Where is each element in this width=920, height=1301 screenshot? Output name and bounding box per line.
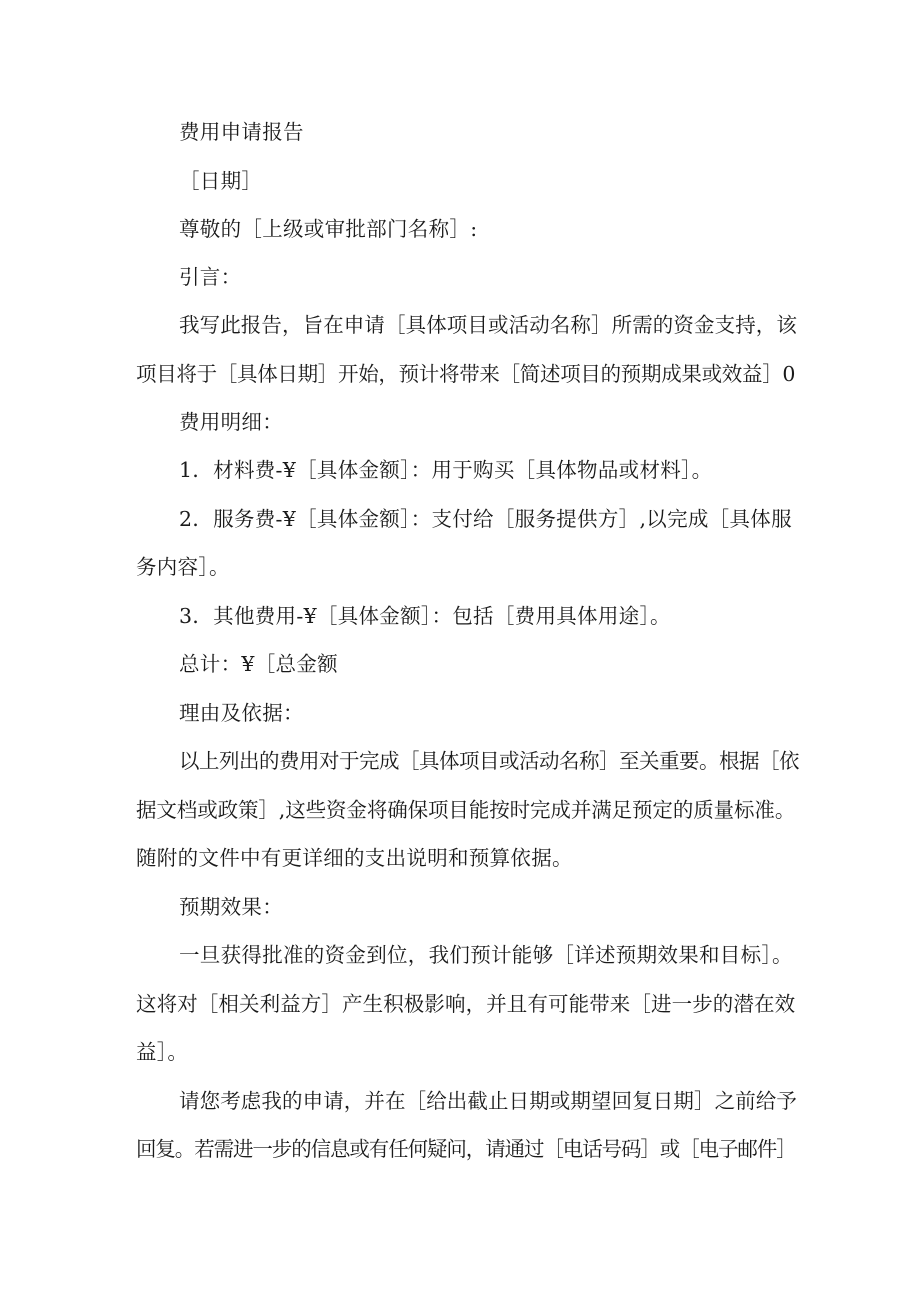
expense-item-3: 3．其他费用-¥［具体金额］：包括［费用具体用途］。	[179, 604, 671, 628]
closing-paragraph-line-2: 回复。若需进一步的信息或有任何疑问，请通过［电话号码］或［电子邮件］	[136, 1137, 796, 1161]
expense-item-1: 1．材料费-¥［具体金额］：用于购买［具体物品或材料］。	[179, 458, 713, 482]
date-placeholder: ［日期］	[179, 169, 263, 193]
expense-item-2-line-2: 务内容］。	[136, 555, 230, 579]
reason-paragraph-line-3: 随附的文件中有更详细的支出说明和预算依据。	[136, 846, 573, 870]
intro-heading: 引言：	[179, 265, 242, 289]
effect-paragraph-line-1: 一旦获得批准的资金到位，我们预计能够［详述预期效果和目标］。	[179, 943, 793, 967]
expense-item-2-line-1: 2．服务费-¥［具体金额］：支付给［服务提供方］,以完成［具体服	[179, 507, 792, 531]
effect-paragraph-line-3: 益］。	[136, 1040, 189, 1064]
effect-heading: 预期效果：	[179, 895, 283, 919]
salutation: 尊敬的［上级或审批部门名称］:	[179, 217, 478, 241]
reason-heading: 理由及依据：	[179, 701, 304, 725]
effect-paragraph-line-2: 这将对［相关利益方］产生积极影响，并且有可能带来［进一步的潜在效	[136, 992, 796, 1016]
document-title: 费用申请报告	[179, 120, 304, 144]
closing-paragraph-line-1: 请您考虑我的申请，并在［给出截止日期或期望回复日期］之前给予	[179, 1089, 797, 1113]
intro-paragraph-line-1: 我写此报告，旨在申请［具体项目或活动名称］所需的资金支持，该	[179, 313, 797, 337]
details-heading: 费用明细：	[179, 410, 283, 434]
intro-paragraph-line-2: 项目将于［具体日期］开始，预计将带来［简述项目的预期成果或效益］0	[136, 362, 796, 386]
reason-paragraph-line-2: 据文档或政策］,这些资金将确保项目能按时完成并满足预定的质量标准。	[136, 798, 796, 822]
reason-paragraph-line-1: 以上列出的费用对于完成［具体项目或活动名称］至关重要。根据［依	[179, 749, 799, 773]
total-amount: 总计：¥［总金额	[179, 652, 338, 676]
